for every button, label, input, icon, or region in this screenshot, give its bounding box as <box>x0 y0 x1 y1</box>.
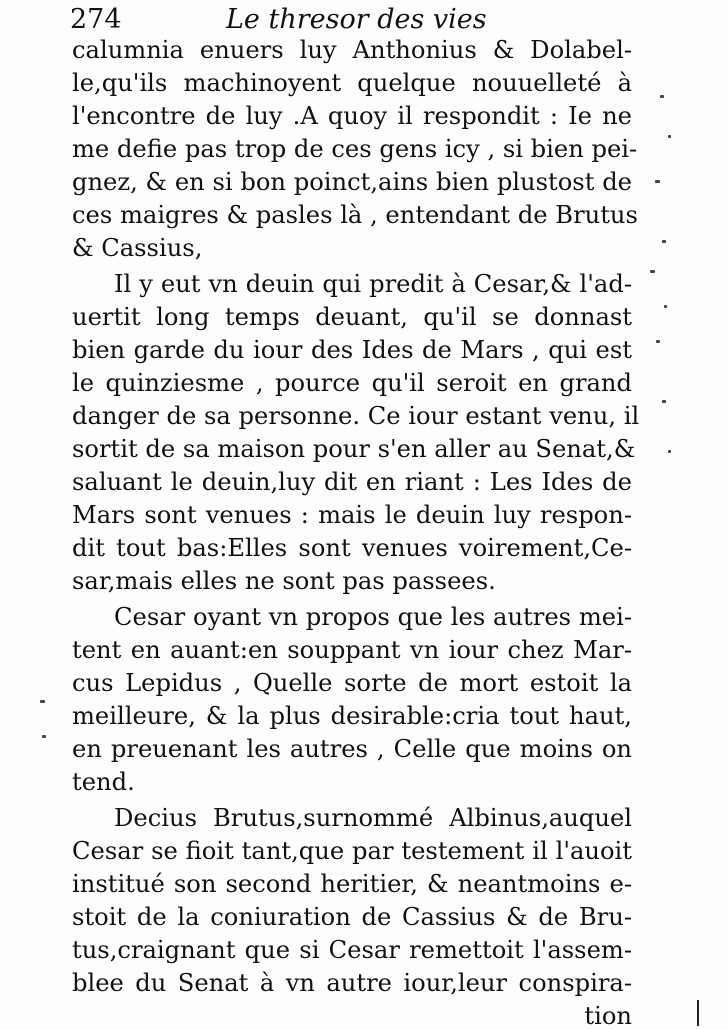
page-edge-line <box>697 1000 699 1026</box>
paragraph-first-line: Decius Brutus,surnommé Albinus,auquel <box>114 804 632 832</box>
text-line: sar,mais elles ne sont pas passees. <box>72 567 496 595</box>
text-line: ces maigres & pasles là , entendant de Brutus <box>72 201 638 229</box>
text-line: tend. <box>72 768 135 796</box>
text-line: tus,craignant que si Cesar remettoit l'assem- <box>72 936 632 964</box>
text-line: dit tout bas:Elles sont venues voirement,Ce- <box>72 534 632 562</box>
text-line: l'encontre de luy .A quoy il respondit : Ie ne <box>72 102 632 130</box>
text-line: & Cassius, <box>72 234 203 262</box>
text-line: blee du Senat à vn autre iour,leur conspira- <box>72 969 632 997</box>
margin-speck <box>660 95 664 98</box>
margin-speck <box>668 135 671 138</box>
margin-speck <box>40 700 45 703</box>
text-line: cus Lepidus , Quelle sorte de mort estoit la <box>72 669 632 697</box>
text-line: en preuenant les autres , Celle que moins on <box>72 735 632 763</box>
paragraph-first-line: Il y eut vn deuin qui predit à Cesar,& l'ad- <box>114 270 632 298</box>
text-line: danger de sa personne. Ce iour estant venu, il <box>72 402 640 430</box>
text-line: le quinziesme , pource qu'il seroit en grand <box>72 369 632 397</box>
page-number: 274 <box>70 4 122 35</box>
margin-speck <box>662 240 666 243</box>
text-line: tent en auant:en souppant vn iour chez Mar- <box>72 636 632 664</box>
margin-speck <box>42 735 46 738</box>
text-line: saluant le deuin,luy dit en riant : Les Ides de <box>72 468 632 496</box>
margin-speck <box>664 305 667 308</box>
margin-speck <box>662 400 666 403</box>
margin-speck <box>668 450 671 453</box>
text-line: Cesar se fioit tant,que par testement il l'auoit <box>72 837 632 865</box>
margin-speck <box>655 180 660 183</box>
text-line: institué son second heritier, & neantmoins e- <box>72 870 632 898</box>
catchword: tion <box>584 1002 632 1029</box>
paragraph-first-line: Cesar oyant vn propos que les autres mei- <box>114 603 632 631</box>
page-header <box>70 4 630 36</box>
text-line: stoit de la coniuration de Cassius & de Bru- <box>72 903 632 931</box>
text-line: bien garde du iour des Ides de Mars , qui est <box>72 336 632 364</box>
text-line: le,qu'ils machinoyent quelque nouuelleté à <box>72 69 632 97</box>
text-line: uertit long temps deuant, qu'il se donnast <box>72 303 632 331</box>
running-title: Le thresor des vies <box>226 4 487 35</box>
body-text <box>72 34 640 1029</box>
text-line: me defie pas trop de ces gens icy , si bien pei- <box>72 135 638 163</box>
text-line: sortit de sa maison pour s'en aller au Senat,& <box>72 435 636 463</box>
text-line: gnez, & en si bon poinct,ains bien plustost de <box>72 168 632 196</box>
text-line: meilleure, & la plus desirable:cria tout haut, <box>72 702 632 730</box>
text-line: Mars sont venues : mais le deuin luy respon- <box>72 501 632 529</box>
margin-speck <box>656 340 660 343</box>
text-line: calumnia enuers luy Anthonius & Dolabel- <box>72 36 632 64</box>
margin-speck <box>650 270 655 273</box>
